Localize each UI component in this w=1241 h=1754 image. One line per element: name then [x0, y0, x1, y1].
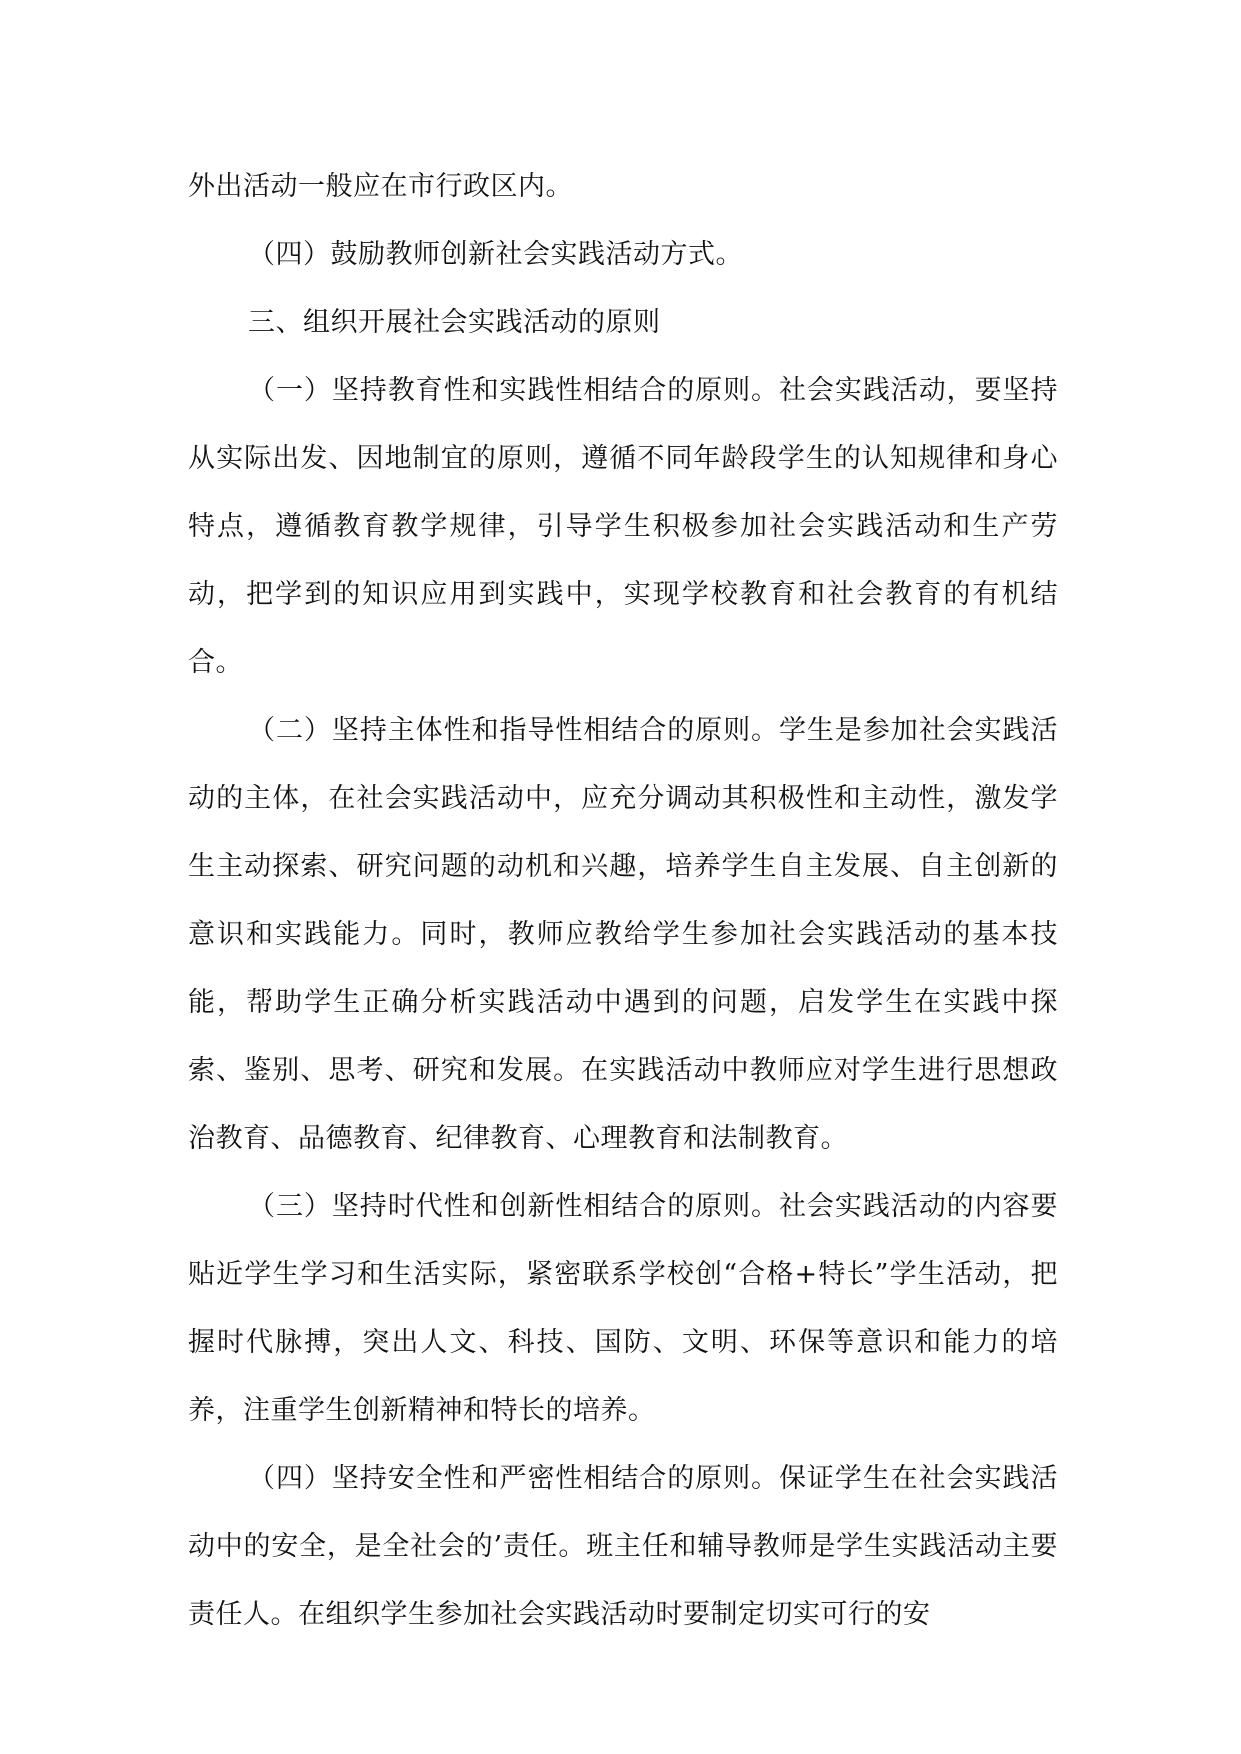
paragraph-continuation: 外出活动一般应在市行政区内。: [188, 171, 573, 202]
paragraph-item-4-encourage: （四）鼓励教师创新社会实践活动方式。: [248, 239, 743, 270]
paragraph-principle-1: （一）坚持教育性和实践性相结合的原则。社会实践活动，要坚持从实际出发、因地制宜的原则，遵循不同年龄段学生的认知规律和身心特点，遵循教育教学规律，引导学生积极参加社会实践活动和生产劳动，把学到的知识应用到实践中，实现学校教育和社会教育的有机结合。: [188, 375, 1058, 678]
document-body: [188, 153, 1058, 1649]
section-heading-principles: 三、组织开展社会实践活动的原则: [248, 307, 661, 338]
paragraph-principle-3: （三）坚持时代性和创新性相结合的原则。社会实践活动的内容要贴近学生学习和生活实际，紧密联系学校创“合格+特长”学生活动，把握时代脉搏，突出人文、科技、国防、文明、环保等意识和能力的培养，注重学生创新精神和特长的培养。: [188, 1191, 1058, 1426]
paragraph-principle-2: （二）坚持主体性和指导性相结合的原则。学生是参加社会实践活动的主体，在社会实践活动中，应充分调动其积极性和主动性，激发学生主动探索、研究问题的动机和兴趣，培养学生自主发展、自主创新的意识和实践能力。同时，教师应教给学生参加社会实践活动的基本技能，帮助学生正确分析实践活动中遇到的问题，启发学生在实践中探索、鉴别、思考、研究和发展。在实践活动中教师应对学生进行思想政治教育、品德教育、纪律教育、心理教育和法制教育。: [188, 715, 1058, 1154]
paragraph-principle-4: （四）坚持安全性和严密性相结合的原则。保证学生在社会实践活动中的安全，是全社会的’责任。班主任和辅导教师是学生实践活动主要责任人。在组织学生参加社会实践活动时要制定切实可行的安: [188, 1463, 1058, 1630]
